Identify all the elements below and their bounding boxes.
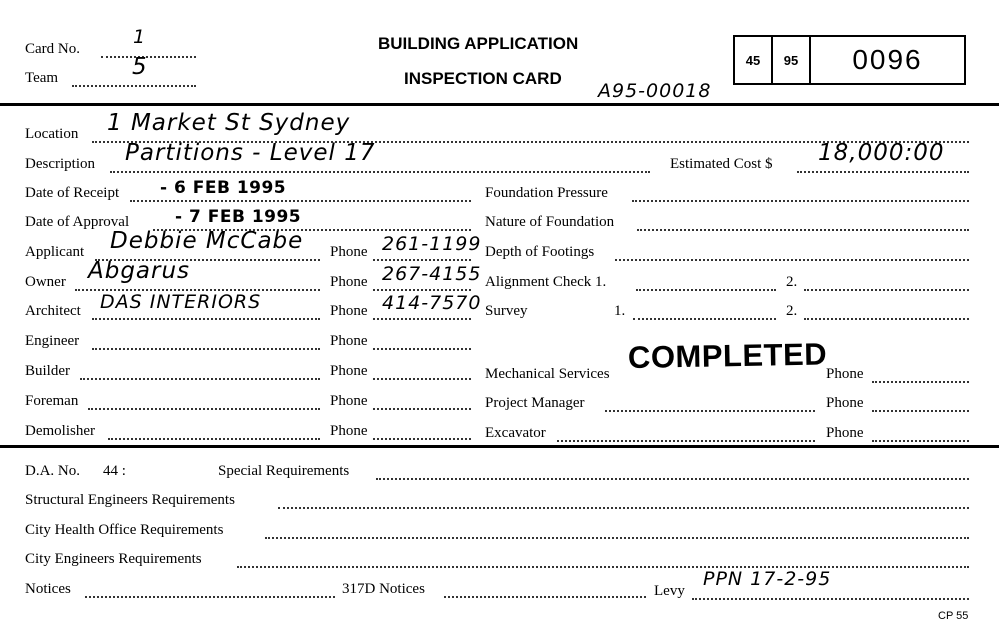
- applicant-label: Applicant: [25, 244, 85, 260]
- estimated-cost-label: Estimated Cost $: [670, 156, 773, 172]
- card-box-number-value: 0096: [852, 44, 923, 75]
- excavator-phone-line: [872, 440, 969, 442]
- card-no-line: [101, 56, 196, 58]
- architect-phone-value: 414-7570: [382, 292, 482, 314]
- description-line: [110, 171, 650, 173]
- architect-phone-line: [373, 318, 471, 320]
- team-value: 5: [132, 54, 148, 80]
- da-no-value: 44 :: [103, 463, 126, 479]
- estimated-cost-line: [797, 171, 969, 173]
- owner-value: Abgarus: [88, 258, 191, 284]
- owner-phone-value: 267-4155: [382, 263, 482, 285]
- survey-1-label: 1.: [614, 303, 626, 319]
- team-label: Team: [25, 70, 59, 86]
- body-divider: [0, 445, 999, 448]
- health-requirements-line: [265, 537, 969, 539]
- survey-2-label: 2.: [786, 303, 798, 319]
- excavator-phone-label: Phone: [826, 425, 864, 441]
- team-line: [72, 85, 196, 87]
- demolisher-label: Demolisher: [25, 423, 95, 439]
- architect-phone-label: Phone: [330, 303, 368, 319]
- applicant-phone-value: 261-1199: [382, 233, 482, 255]
- architect-label: Architect: [25, 303, 81, 319]
- mechanical-phone-line: [872, 381, 969, 383]
- foundation-pressure-label: Foundation Pressure: [485, 185, 608, 201]
- da-no-label: D.A. No.: [25, 463, 80, 479]
- mechanical-services-label: Mechanical Services: [485, 366, 610, 382]
- owner-phone-label: Phone: [330, 274, 368, 290]
- card-box-1: [733, 35, 773, 85]
- demolisher-phone-line: [373, 438, 471, 440]
- application-reference-number: A95-00018: [598, 80, 712, 102]
- mechanical-phone-label: Phone: [826, 366, 864, 382]
- card-no-label: Card No.: [25, 41, 80, 57]
- survey-label: Survey: [485, 303, 528, 319]
- date-receipt-line: [130, 200, 471, 202]
- project-manager-label: Project Manager: [485, 395, 585, 411]
- alignment-check-label: Alignment Check 1.: [485, 274, 607, 290]
- depth-footings-label: Depth of Footings: [485, 244, 595, 260]
- foreman-phone-line: [373, 408, 471, 410]
- engineer-line: [92, 348, 320, 350]
- card-box-2-value: 95: [783, 52, 799, 68]
- engineer-phone-line: [373, 348, 471, 350]
- alignment-check-line-2: [804, 289, 969, 291]
- survey-line-1: [633, 318, 776, 320]
- project-manager-line: [605, 410, 815, 412]
- form-code: CP 55: [938, 610, 969, 622]
- card-box-2: [771, 35, 811, 85]
- applicant-phone-label: Phone: [330, 244, 368, 260]
- architect-line: [92, 318, 320, 320]
- city-engineers-label: City Engineers Requirements: [25, 551, 202, 567]
- levy-line: [692, 598, 969, 600]
- notices-line: [85, 596, 335, 598]
- date-receipt-label: Date of Receipt: [25, 185, 120, 201]
- notices-317d-line: [444, 596, 646, 598]
- city-engineers-line: [237, 566, 969, 568]
- special-requirements-label: Special Requirements: [218, 463, 350, 479]
- structural-requirements-line: [278, 507, 969, 509]
- health-requirements-label: City Health Office Requirements: [25, 522, 224, 538]
- card-box-1-value: 45: [745, 52, 761, 68]
- description-label: Description: [25, 156, 95, 172]
- owner-label: Owner: [25, 274, 66, 290]
- builder-label: Builder: [25, 363, 70, 379]
- excavator-line: [557, 440, 815, 442]
- form-title-line1: BUILDING APPLICATION: [378, 34, 579, 53]
- foundation-pressure-line: [632, 200, 969, 202]
- header-divider: [0, 103, 999, 106]
- architect-value: DAS INTERIORS: [100, 291, 262, 313]
- levy-value: PPN 17-2-95: [703, 568, 832, 590]
- notices-label: Notices: [25, 581, 71, 597]
- foreman-line: [88, 408, 320, 410]
- survey-line-2: [804, 318, 969, 320]
- engineer-phone-label: Phone: [330, 333, 368, 349]
- owner-phone-line: [373, 289, 471, 291]
- project-manager-phone-label: Phone: [826, 395, 864, 411]
- demolisher-phone-label: Phone: [330, 423, 368, 439]
- nature-foundation-line: [637, 229, 969, 231]
- alignment-2-label: 2.: [786, 274, 798, 290]
- demolisher-line: [108, 438, 320, 440]
- foreman-phone-label: Phone: [330, 393, 368, 409]
- date-approval-value: - 7 FEB 1995: [175, 207, 302, 227]
- date-receipt-value: - 6 FEB 1995: [160, 178, 287, 198]
- card-box-number: [809, 35, 966, 85]
- notices-317d-label: 317D Notices: [342, 581, 425, 597]
- date-approval-label: Date of Approval: [25, 214, 130, 230]
- location-value: 1 Market St Sydney: [107, 110, 351, 136]
- estimated-cost-value: 18,000:00: [818, 140, 945, 166]
- builder-line: [80, 378, 320, 380]
- project-manager-phone-line: [872, 410, 969, 412]
- description-value: Partitions - Level 17: [125, 140, 376, 166]
- excavator-label: Excavator: [485, 425, 546, 441]
- depth-footings-line: [615, 259, 969, 261]
- structural-requirements-label: Structural Engineers Requirements: [25, 492, 235, 508]
- builder-phone-label: Phone: [330, 363, 368, 379]
- engineer-label: Engineer: [25, 333, 80, 349]
- applicant-phone-line: [373, 259, 471, 261]
- levy-label: Levy: [654, 583, 685, 599]
- card-no-value: 1: [133, 26, 147, 48]
- nature-foundation-label: Nature of Foundation: [485, 214, 615, 230]
- special-requirements-line: [376, 478, 969, 480]
- form-title-line2: INSPECTION CARD: [404, 69, 562, 88]
- alignment-check-line-1: [636, 289, 776, 291]
- applicant-value: Debbie McCabe: [110, 228, 304, 254]
- builder-phone-line: [373, 378, 471, 380]
- foreman-label: Foreman: [25, 393, 79, 409]
- location-label: Location: [25, 126, 79, 142]
- completed-stamp: COMPLETED: [627, 336, 828, 375]
